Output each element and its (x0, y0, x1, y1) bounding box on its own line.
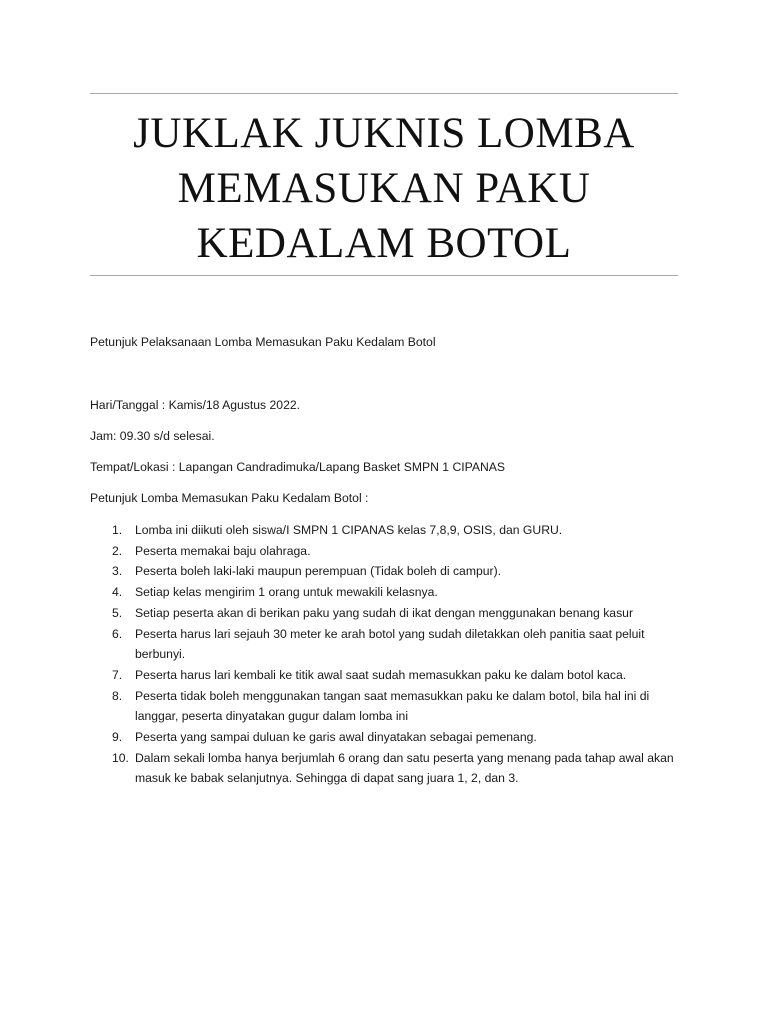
list-item (90, 686, 680, 727)
title-line-3: KEDALAM BOTOL (196, 220, 572, 267)
list-item-number: 10. (112, 750, 129, 765)
list-item-text: Peserta memakai baju olahraga. (135, 543, 311, 558)
title-line-1: JUKLAK JUKNIS LOMBA (133, 110, 635, 157)
list-item-number: 2. (112, 543, 123, 558)
list-item-number: 9. (112, 730, 123, 745)
list-item (90, 748, 680, 789)
list-item-number: 7. (112, 667, 123, 682)
list-item-text: Peserta harus lari kembali ke titik awal saat sudah memasukkan paku ke dalam botol kaca. (135, 667, 627, 682)
document-title (90, 106, 678, 271)
time-line: Jam: 09.30 s/d selesai. (90, 429, 215, 443)
list-item-number: 4. (112, 585, 123, 600)
list-item (90, 582, 680, 603)
rules-list (90, 520, 680, 789)
list-item-number: 3. (112, 564, 123, 579)
list-item-text: Setiap kelas mengirim 1 orang untuk mewakili kelasnya. (135, 585, 438, 600)
list-item-text: Peserta tidak boleh menggunakan tangan saat memasukkan paku ke dalam botol, bila hal ini di langgar, peserta dinyatakan gugur dalam lomba ini (135, 688, 650, 724)
title-top-divider (90, 93, 678, 94)
list-item-text: Peserta yang sampai duluan ke garis awal dinyatakan sebagai pemenang. (135, 730, 537, 745)
list-item (90, 727, 680, 748)
list-item (90, 520, 680, 541)
list-item-text: Dalam sekali lomba hanya berjumlah 6 orang dan satu peserta yang menang pada tahap awal akan masuk ke babak selanjutnya. Sehingga di dapat sang juara 1, 2, dan 3. (135, 750, 674, 786)
list-item-number: 8. (112, 688, 123, 703)
rules-heading: Petunjuk Lomba Memasukan Paku Kedalam Botol : (90, 491, 369, 505)
list-item-text: Lomba ini diikuti oleh siswa/I SMPN 1 CIPANAS kelas 7,8,9, OSIS, dan GURU. (135, 523, 563, 537)
title-line-2: MEMASUKAN PAKU (177, 165, 591, 212)
title-bottom-divider (90, 275, 678, 276)
list-item-number: 1. (112, 523, 123, 537)
intro-paragraph: Petunjuk Pelaksanaan Lomba Memasukan Paku Kedalam Botol (90, 335, 436, 349)
date-line: Hari/Tanggal : Kamis/18 Agustus 2022. (90, 398, 301, 412)
list-item-text: Peserta boleh laki-laki maupun perempuan (Tidak boleh di campur). (135, 564, 502, 579)
list-item-number: 5. (112, 605, 123, 620)
list-item (90, 624, 680, 665)
list-item (90, 561, 680, 582)
list-item (90, 665, 680, 686)
list-item (90, 541, 680, 562)
location-line: Tempat/Lokasi : Lapangan Candradimuka/Lapang Basket SMPN 1 CIPANAS (90, 460, 506, 474)
list-item (90, 603, 680, 624)
list-item-number: 6. (112, 626, 123, 641)
list-item-text: Peserta harus lari sejauh 30 meter ke arah botol yang sudah diletakkan oleh panitia saat peluit berbunyi. (135, 626, 645, 662)
list-item-text: Setiap peserta akan di berikan paku yang sudah di ikat dengan menggunakan benang kasur (135, 605, 634, 620)
